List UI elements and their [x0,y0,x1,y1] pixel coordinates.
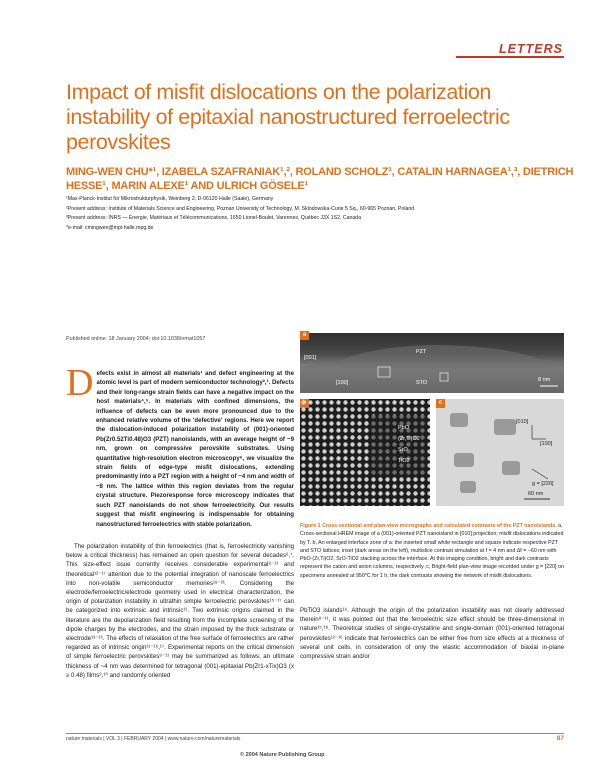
caption-text: a, Cross-sectional HREM image of a (001)-oriented PZT nanoisland in [010] projection; misfit dislocations indicated by T. b, An enlarged interface zone of a: the inserted small white rectangle and square indicate respective PZT and STO lattices; inset (dark areas on the left), multislice contrast simulation at f = 4 nm and Δf = −60 nm with PbO-(Zr,Ti)O2, SrO-TiO2 stacking across the interface. At this imaging condition, bright and dark contrasts represent the cation and anion columns, respectively. c, Bright-field plan-view image recorded under g = [220] on specimens annealed at 950°C for 1 h, the dark contrasts showing the network of misfit dislocations. [300,523,564,579]
label-tio2: TiO2 [398,458,410,464]
affiliations [66,195,586,233]
label-pbo: PbO [398,425,410,431]
lattice-image-b [300,399,430,506]
panel-tag-a: a [300,331,309,340]
label-sto: STO [416,380,428,386]
planview-image-c [436,399,564,506]
contact-email[interactable]: *e-mail: cmingwen@mpi-halle.mpg.de [66,224,154,231]
article-title: Impact of misfit dislocations on the polarization instability of epitaxial nanostructured ferroelectric perovskites [66,80,510,154]
footer-journal: nature materials | VOL 3 | FEBRUARY 2004 | www.nature.com/naturematerials [66,736,241,742]
affiliation-1: ¹Max-Planck-Institut für Mikrostrukturphysik, Weinberg 2, D-06120 Halle (Saale), Germany [66,196,274,202]
section-label: LETTERS [499,42,563,56]
section-rule [456,56,564,58]
figure-caption [300,522,564,580]
affiliation-2: ²Present address: Institute of Materials Science and Engineering, Poznan University of Technology, M. Sklodowska-Curie 5 Sq., 60-965 Poznan, Poland [66,205,415,212]
body-column-left: The polarization instability of thin ferroelectrics (that is, ferroelectricity vanishing below a critical thickness) has remained an open question for several decades⁶,⁷. This size-effect issue currently receives considerable experimental⁸⁻¹¹ and theoretical¹²⁻¹⁷ attention due to the potential integration of nanoscale ferroelectrics into non-volatile semiconductor memories¹⁸⁻²¹. Considering the electrode/ferroelectric/electrode geometry used in electrical characterization, the origin of polarization instability in ultrathin simple ferroelectric perovskites¹⁵⁻¹⁷ can be categorized into extrinsic and intrinsic¹¹. Two extrinsic origins claimed in the literature are the depolarization field resulting from the incomplete screening of the dipole charges by the electrodes, and the strain imposed by the thick substrate or electrode¹³⁻¹⁶. The effects of relaxation of the free surface of ferroelectrics are rather regarded as of intrinsic origin¹¹⁻¹⁶,¹⁷. Experimental reports on the critical dimension of simple ferroelectric perovskites⁸⁻¹¹ may be summarized as follows: an ultimate thickness of ~4 nm was determined for tetragonal (001)-epitaxial Pb(Zr1-xTix)O3 (x ≥ 0.48) films⁹,¹⁰ and randomly oriented [66,543,294,679]
label-g220: g = [220] [532,481,554,487]
label-pzt: PZT [416,349,427,355]
copyright-notice: © 2004 Nature Publishing Group [240,752,325,758]
label-zrtio2: (Zr,Ti)O2 [398,436,420,442]
panel-tag-c: c [436,399,445,408]
label-100-c: [100] [540,441,553,447]
page-number: 87 [556,735,564,742]
label-010: [010] [516,419,529,425]
publication-info: Published online: 18 January 2004; doi:10.1038/nmat1057 [66,336,206,342]
label-100: [100] [336,380,349,386]
footer-rule [66,733,564,734]
figure-panel-b [300,399,430,506]
abstract-text: efects exist in almost all materials¹ and defect engineering at the atomic level is part of modern semiconductor technology²,³. Defects and their long-range strain fields can have a negative impact on the host materials⁴,⁵. In materials with confined dimensions, the influence of defects can be even more pronounced due to the enhanced relative volume of the 'defective' regions. Here we report the dislocation-induced polarization instability of (001)-oriented Pb(Zr0.52Ti0.48)O3 (PZT) nanoislands, with an average height of ~9 nm, grown on compressive perovskite substrates. Using quantitative high-resolution electron microscopy⁶, we visualize the strain fields of edge-type misfit dislocations, extending predominantly into a PZT region with a height of ~4 nm and width of ~8 nm. The lattice within this region deviates from the regular crystal structure. Piezoresponse force microscopy indicates that such PZT nanoislands do not show ferroelectricity. Our results suggest that misfit engineering is indispensable for obtaining nanostructured ferroelectrics with stable polarization. [96,370,294,528]
label-001: [001] [304,355,317,361]
scale-bar-c: 60 nm [528,491,544,497]
scale-bar-a: 8 nm [538,377,551,383]
affiliation-3: ³Present address: INRS — Énergie, Matériaux et Télécommunications, 1650 Lionel-Boulet, Varennes, Québec J3X 1S2, Canada [66,215,362,221]
caption-title: Figure 1 Cross-sectional and plan-view micrographs and calculated contrasts of the PZT nanoislands. [300,523,557,529]
drop-cap: D [66,362,94,404]
label-sro: SrO [398,447,408,453]
body-column-right: PbTiO3 islands¹⁸. Although the origin of the polarization instability was not clearly addressed therein⁸⁻¹¹, it was pointed out that the ferroelectric size effect should be three-dimensional in nature¹⁵,¹⁸. Theoretical studies of single-crystalline and single-domain (001)-oriented tetragonal perovskites¹²⁻¹⁶ indicate that ferroelectrics can be either free from size effects at a thickness of several unit cells, in consideration of only the elastic accommodation of biaxial in-plane compressive strain and/or [300,607,564,661]
figure-panel-c [436,399,564,506]
figure-panel-a [300,333,564,393]
author-list: MING-WEN CHU*¹, IZABELA SZAFRANIAK¹,², ROLAND SCHOLZ¹, CATALIN HARNAGEA¹,³, DIETRICH HESSE¹, MARIN ALEXE¹ AND ULRICH GÖSELE¹ [66,166,574,192]
abstract [66,362,294,529]
